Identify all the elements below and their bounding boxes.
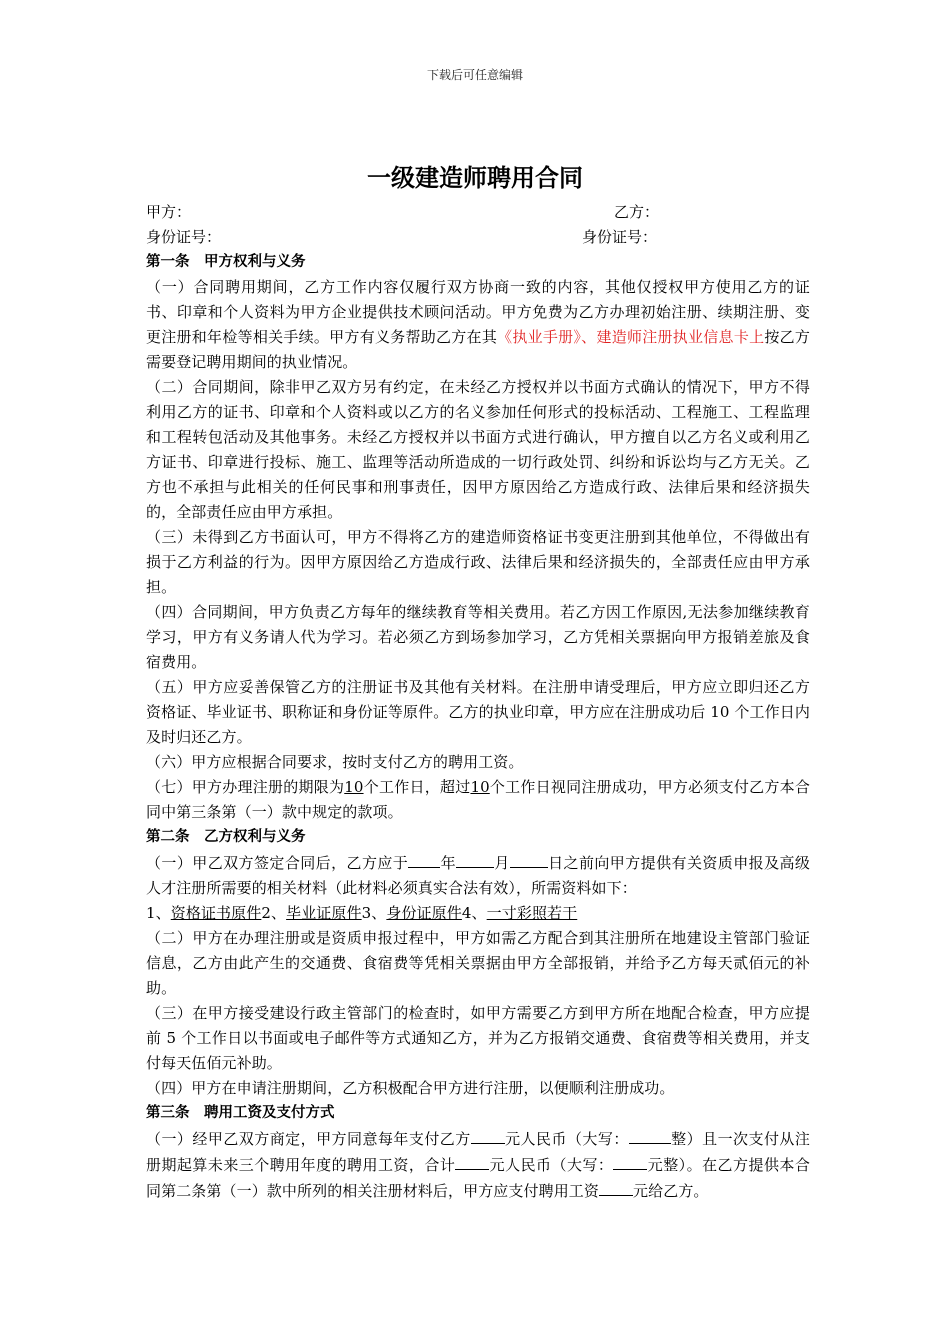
article1-clause4: （四）合同期间，甲方负责乙方每年的继续教育等相关费用。若乙方因工作原因,无法参加继续教育学习，甲方有义务请人代为学习。若必须乙方到场参加学习，乙方凭相关票据向甲方报销差旅及食宿费用。: [146, 603, 810, 671]
id-b-label: 身份证号：: [582, 228, 658, 246]
article1-clause7: [146, 775, 810, 825]
party-b-label: 乙方：: [614, 203, 660, 221]
article1-clause2: （二）合同期间，除非甲乙双方另有约定，在未经乙方授权并以书面方式确认的情况下，甲方不得利用乙方的证书、印章和个人资料或以乙方的名义参加任何形式的投标活动、工程施工、工程监理和工程转包活动及其他事务。未经乙方授权并以书面方式进行确认，甲方擅自以乙方名义或利用乙方证书、印章进行投标、施工、监理等活动所造成的一切行政处罚、纠纷和诉讼均与乙方无关。乙方也不承担与此相关的任何民事和刑事责任，因甲方原因给乙方造成行政、法律后果和经济损失的，全部责任应由甲方承担。: [146, 378, 810, 521]
article3-clause1: [146, 1126, 810, 1204]
contract-body: [146, 200, 810, 1204]
year-label: 年: [440, 854, 457, 872]
annual-salary-words-blank[interactable]: [629, 1126, 671, 1144]
article1-clause1-tail: 按乙方需要登记聘用期间的执业情况。: [146, 328, 810, 371]
deadline-days-2: 10: [470, 778, 490, 796]
article1-clause3: （三）未得到乙方书面认可，甲方不得将乙方的建造师资格证书变更注册到其他单位，不得做出有损于乙方利益的行为。因甲方原因给乙方造成行政、法律后果和经济损失的，全部责任应由甲方承担。: [146, 528, 810, 596]
article2-clause1: [146, 850, 810, 901]
month-blank[interactable]: [456, 850, 494, 868]
article1-heading: 第一条 甲方权利与义务: [146, 254, 306, 270]
article2-clause1-a: （一）甲乙双方签定合同后，乙方应于: [146, 854, 409, 872]
list-item-diploma: 毕业证原件: [286, 904, 362, 922]
id-a-label: 身份证号：: [146, 228, 222, 246]
day-blank[interactable]: [510, 850, 548, 868]
article2-clause1-c: 日之前向甲方提供有关资质申报及高级人才注册所需要的相关材料（此材料必须真实合法有效），所需资料如下：: [146, 854, 811, 897]
list-number-2: 2、: [261, 904, 287, 922]
deadline-days-1: 10: [344, 778, 364, 796]
list-number-3: 3、: [361, 904, 387, 922]
article1-clause7-b: 个工作日，超过: [363, 778, 471, 796]
list-number-4: 4、: [461, 904, 487, 922]
document-title: 一级建造师聘用合同: [367, 164, 583, 192]
list-number-1: 1、: [146, 904, 171, 922]
article1-clause1-highlight: 《执业手册》、建造师注册执业信息卡上: [497, 328, 765, 346]
id-row: [146, 225, 810, 250]
article1-clause7-c: 个工作日视同注册成功，甲方必须支付乙方本合同中第三条第（一）款中规定的款项。: [146, 778, 810, 821]
article3-heading: 第三条 聘用工资及支付方式: [146, 1105, 335, 1121]
payment-amount-blank[interactable]: [599, 1178, 633, 1196]
article2-heading: 第二条 乙方权利与义务: [146, 829, 306, 845]
month-label: 月: [494, 854, 510, 872]
party-a-label: 甲方：: [146, 203, 192, 221]
article3-clause1-d: 元人民币（大写：: [489, 1156, 614, 1174]
article2-clause3: （三）在甲方接受建设行政主管部门的检查时，如甲方需要乙方到甲方所在地配合检查，甲方应提前 5 个工作日以书面或电子邮件等方式通知乙方，并为乙方报销交通费、食宿费等相关费用，并支付每天伍佰元补助。: [146, 1004, 810, 1072]
article1-clause1-text: （一）合同聘用期间，乙方工作内容仅履行双方协商一致的内容，其他仅授权甲方使用乙方的证书、印章和个人资料为甲方企业提供技术顾问活动。甲方免费为乙方办理初始注册、续期注册、变更注册和年检等相关手续。甲方有义务帮助乙方在其: [146, 278, 810, 346]
article1-clause7-a: （七）甲方办理注册的期限为: [146, 778, 345, 796]
article2-clause4: （四）甲方在申请注册期间，乙方积极配合甲方进行注册，以便顺利注册成功。: [146, 1079, 675, 1097]
total-salary-words-blank[interactable]: [613, 1152, 647, 1170]
article1-clause1: [146, 275, 810, 375]
article3-clause1-a: （一）经甲乙双方商定，甲方同意每年支付乙方: [146, 1130, 471, 1148]
article1-clause6: （六）甲方应根据合同要求，按时支付乙方的聘用工资。: [146, 753, 524, 771]
article3-clause1-b: 元人民币（大写：: [504, 1130, 629, 1148]
header-note: 下载后可任意编辑: [426, 68, 523, 82]
article3-clause1-e: 元整）。在乙方提供本合同第二条第（一）款中所列的相关注册材料后，甲方应支付聘用工资: [146, 1156, 810, 1200]
list-item-id-card: 身份证原件: [386, 904, 462, 922]
party-row: [146, 200, 810, 225]
article3-clause1-c: 整）且一次支付从注册期起算未来三个聘用年度的聘用工资，合计: [146, 1130, 810, 1174]
total-salary-blank[interactable]: [455, 1152, 489, 1170]
annual-salary-blank[interactable]: [471, 1126, 505, 1144]
list-item-qualification-certificate: 资格证书原件: [170, 904, 262, 922]
list-item-photos: 一寸彩照若干: [486, 904, 578, 922]
article1-clause5: （五）甲方应妥善保管乙方的注册证书及其他有关材料。在注册申请受理后，甲方应立即归还乙方资格证、毕业证书、职称证和身份证等原件。乙方的执业印章，甲方应在注册成功后 10 个工作日内及时归还乙方。: [146, 678, 810, 746]
article3-clause1-f: 元给乙方。: [633, 1182, 709, 1200]
article2-clause2: （二）甲方在办理注册或是资质申报过程中，甲方如需乙方配合到其注册所在地建设主管部门验证信息，乙方由此产生的交通费、食宿费等凭相关票据由甲方全部报销，并给予乙方每天贰佰元的补助。: [146, 929, 810, 997]
year-blank[interactable]: [408, 850, 440, 868]
materials-list: [146, 901, 810, 926]
